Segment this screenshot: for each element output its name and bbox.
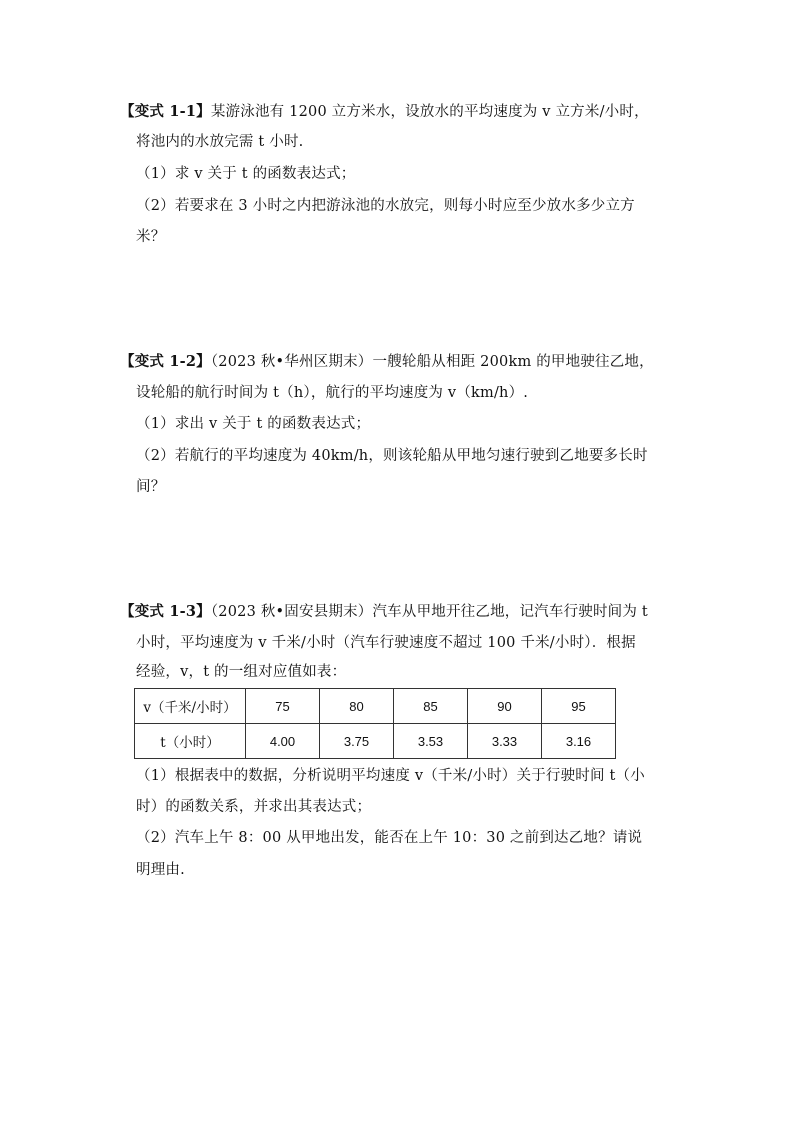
table-header-v: v（千米/小时） bbox=[135, 689, 246, 724]
table-row-v bbox=[135, 689, 616, 724]
table-cell: 3.16 bbox=[542, 724, 616, 759]
problem-1-1-question-2-line-2: 米？ bbox=[136, 229, 166, 245]
table-cell: 3.53 bbox=[394, 724, 468, 759]
problem-1-3-question-1-line-2: 时）的函数关系，并求出其表达式； bbox=[136, 799, 372, 815]
problem-1-3-line-3: 经验，v，t 的一组对应值如表： bbox=[136, 664, 347, 680]
problem-1-3-question-1-line-1: （1）根据表中的数据，分析说明平均速度 v（千米/小时）关于行驶时间 t（小 bbox=[136, 768, 645, 784]
problem-1-2-question-1: （1）求出 v 关于 t 的函数表达式； bbox=[136, 416, 371, 432]
table-cell: 80 bbox=[320, 689, 394, 724]
table-cell: 90 bbox=[468, 689, 542, 724]
problem-1-2-question-2-line-1: （2）若航行的平均速度为 40km/h，则该轮船从甲地匀速行驶到乙地要多长时 bbox=[136, 448, 648, 464]
table-cell: 4.00 bbox=[246, 724, 320, 759]
problem-1-1-line-1 bbox=[120, 102, 649, 122]
problem-1-3-question-2-line-1: （2）汽车上午 8：00 从甲地出发，能否在上午 10：30 之前到达乙地？请说 bbox=[136, 830, 643, 846]
problem-1-1-tag: 【变式 1-1】 bbox=[120, 103, 211, 120]
problem-1-2-line-1 bbox=[120, 352, 654, 372]
problem-1-3-question-2-line-2: 明理由. bbox=[136, 862, 185, 878]
problem-1-3-line-1 bbox=[120, 602, 648, 622]
problem-1-1-question-2-line-1: （2）若要求在 3 小时之内把游泳池的水放完，则每小时应至少放水多少立方 bbox=[136, 198, 635, 214]
table-header-t: t（小时） bbox=[135, 724, 246, 759]
problem-1-3-text-1: （2023 秋•固安县期末）汽车从甲地开往乙地，记汽车行驶时间为 t bbox=[210, 604, 648, 620]
table-cell: 85 bbox=[394, 689, 468, 724]
problem-1-2-question-2-line-2: 间？ bbox=[136, 479, 166, 495]
problem-1-2-line-2: 设轮船的航行时间为 t（h），航行的平均速度为 v（km/h）. bbox=[136, 385, 529, 401]
data-table bbox=[134, 688, 616, 759]
table-cell: 95 bbox=[542, 689, 616, 724]
problem-1-2-tag: 【变式 1-2】 bbox=[120, 353, 211, 370]
table-cell: 3.75 bbox=[320, 724, 394, 759]
problem-1-1-text-1: 某游泳池有 1200 立方米水，设放水的平均速度为 v 立方米/小时， bbox=[210, 104, 649, 120]
table-cell: 3.33 bbox=[468, 724, 542, 759]
problem-1-3-line-2: 小时，平均速度为 v 千米/小时（汽车行驶速度不超过 100 千米/小时）．根据 bbox=[136, 635, 636, 651]
problem-1-1-line-2: 将池内的水放完需 t 小时. bbox=[136, 134, 304, 150]
problem-1-1-question-1: （1）求 v 关于 t 的函数表达式； bbox=[136, 166, 356, 182]
problem-1-3-tag: 【变式 1-3】 bbox=[120, 603, 211, 620]
problem-1-2-text-1: （2023 秋•华州区期末）一艘轮船从相距 200km 的甲地驶往乙地， bbox=[210, 354, 654, 370]
table-row-t bbox=[135, 724, 616, 759]
table-cell: 75 bbox=[246, 689, 320, 724]
